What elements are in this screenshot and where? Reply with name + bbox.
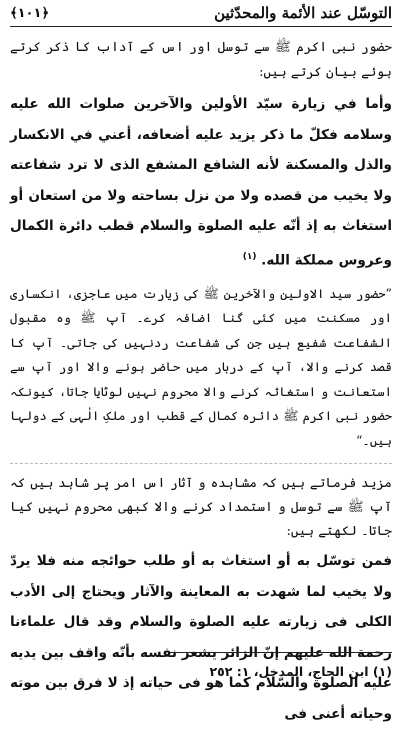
footnote-citation: ابن الحاج، المدخل، ١: ٢٥٢ [209,664,369,679]
footnote-marker: (١) [242,251,257,262]
arabic-quotation-1-text: وأما في زيارة سيّد الأولين والآخرين صلوات الله عليه وسلامه فكلّ ما ذكر يزيد عليه أضعافه، أعني في الانكسار والذل والمسكنة لأنه الشافع المشفع الذى لا ترد شفاعته ولا يخيب من قصده ولا من نزل بساحته ولا من استعان أو استغاث به إذ أنّه عليه الصلوة والسلام قطب دائرة الكمال وعروس مملكة الله. [10,96,392,269]
intro-paragraph: حضور نبی اکرم ﷺ سے توسل اور اس کے آداب کا ذکر کرتے ہوئے بیان کرتے ہیں: [10,40,392,80]
footnote-number: (١) [372,664,392,679]
section-divider [10,453,392,464]
arabic-quotation-2: فمن توسّل به أو استغاث به أو طلب حوائجه منه فلا يردّ ولا يخيب لما شهدت به المعاينة والآثار ويحتاج إلى الأدب الكلى فى زيارته عليه الصلوة والسلام وقد قال علماءنا رحمة الله عليهم إنّ الزائر يشعر نفسه بأنّه واقف بين يديه عليه الصلوة والسّلام كما هو فى حياته إذ لا فرق بين موته وحياته أعنى فى [10,553,392,722]
footnote-rule [170,652,392,653]
arabic-quotation-1 [10,89,392,276]
running-header [10,0,392,27]
header-title: التوسّل عند الأئمة والمحدّثين [214,4,392,22]
intro-paragraph-2: مزید فرماتے ہیں کہ مشاہدہ و آثار اس امر پر شاہد ہیں کہ آپ ﷺ سے توسل و استمداد کرنے والا کبھی محروم نہیں کیا جاتا۔ لکھتے ہیں: [10,476,392,540]
urdu-translation: ”حضور سید الاولین والآخرین ﷺ کی زیارت میں عاجزی، انکساری اور مسکنت میں کئی گنا اضافہ کرے۔ آپ ﷺ وہ مقبول الشفاعت شفیع ہیں جن کی شفاعت ردنہیں کی جاتی۔ آپ کا قصد کرنے والا، آپ کے دربار میں حاضر ہونے والا اور آپ سے استعانت و استغاثہ کرنے والا محروم نہیں لوٹایا جاتا، کیونکہ حضور نبی اکرم ﷺ دائرہ کمال کے قطب اور ملکِ الٰہی کے دولہا ہیں۔“ [10,285,392,448]
footnote [209,664,392,679]
page-number: ﴿١٠١﴾ [10,5,50,21]
